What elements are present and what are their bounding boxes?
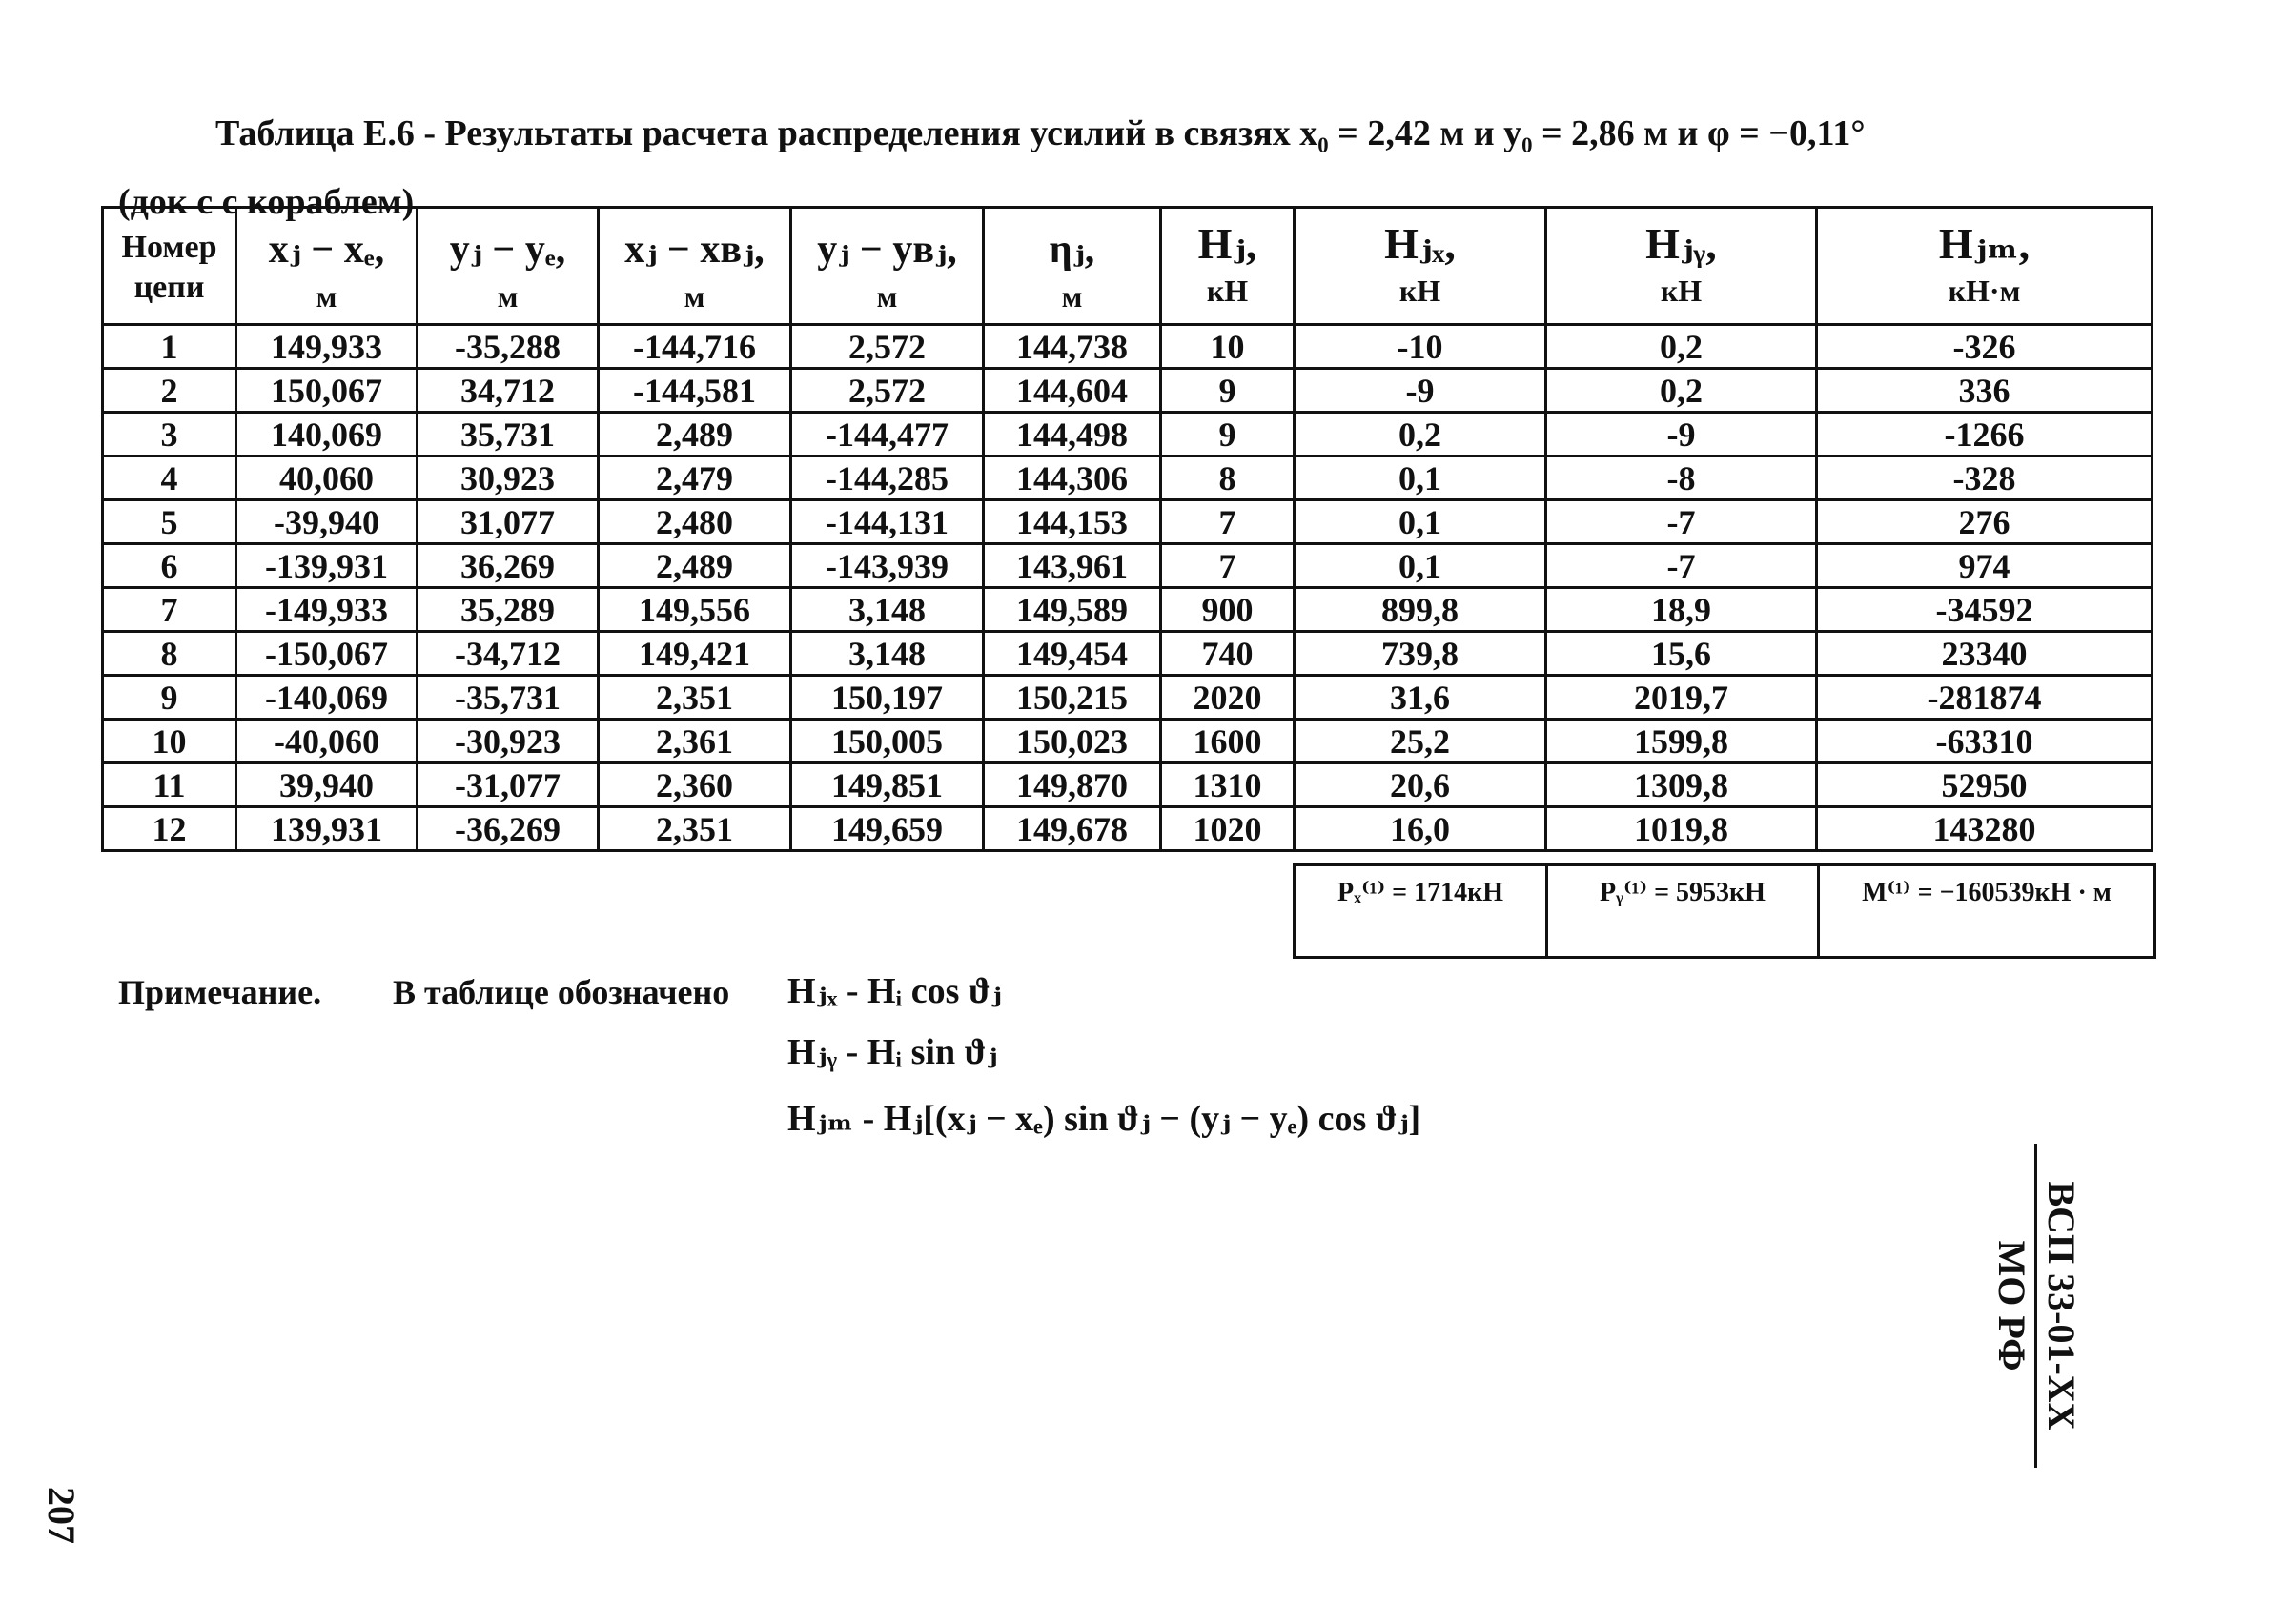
table-cell: 25,2 xyxy=(1295,720,1546,763)
table-cell: 34,712 xyxy=(418,369,599,413)
table-cell: 40,060 xyxy=(236,457,418,500)
table-cell: 900 xyxy=(1161,588,1295,632)
note-label: Примечание. xyxy=(118,973,322,1011)
table-cell: 149,421 xyxy=(599,632,791,676)
table-row xyxy=(103,457,2153,500)
table-cell: 149,851 xyxy=(791,763,984,807)
table-cell: 0,2 xyxy=(1295,413,1546,457)
table-row xyxy=(103,588,2153,632)
table-cell: 7 xyxy=(1161,544,1295,588)
total-py: Pᵧ⁽¹⁾ = 5953кН xyxy=(1547,865,1819,958)
table-cell: 3 xyxy=(103,413,236,457)
table-cell: 336 xyxy=(1817,369,2153,413)
table-cell: 39,940 xyxy=(236,763,418,807)
table-cell: 7 xyxy=(103,588,236,632)
stamp-org: МО РФ xyxy=(1990,1240,2033,1371)
table-row xyxy=(103,720,2153,763)
table-cell: -63310 xyxy=(1817,720,2153,763)
table-cell: -328 xyxy=(1817,457,2153,500)
table-cell: 1 xyxy=(103,325,236,369)
table-cell: -9 xyxy=(1295,369,1546,413)
table-cell: 31,077 xyxy=(418,500,599,544)
table-cell: 1020 xyxy=(1161,807,1295,851)
table-cell: -31,077 xyxy=(418,763,599,807)
table-row xyxy=(103,325,2153,369)
header-chain-number: Номер цепи xyxy=(103,208,236,325)
header-row xyxy=(103,208,2153,325)
table-cell: 2,489 xyxy=(599,544,791,588)
stamp-code: ВСП 33-01-ХХ xyxy=(2034,1144,2084,1468)
table-cell: -144,581 xyxy=(599,369,791,413)
table-cell: 149,678 xyxy=(984,807,1161,851)
table-cell: 149,556 xyxy=(599,588,791,632)
table-cell: 20,6 xyxy=(1295,763,1546,807)
table-cell: 2,479 xyxy=(599,457,791,500)
table-cell: 10 xyxy=(1161,325,1295,369)
totals-table xyxy=(1293,863,2156,959)
table-row xyxy=(103,369,2153,413)
table-cell: 974 xyxy=(1817,544,2153,588)
table-cell: 2,480 xyxy=(599,500,791,544)
table-cell: 144,604 xyxy=(984,369,1161,413)
table-cell: 143280 xyxy=(1817,807,2153,851)
table-cell: 3,148 xyxy=(791,632,984,676)
table-cell: 149,659 xyxy=(791,807,984,851)
table-cell: -35,288 xyxy=(418,325,599,369)
formula-hjm: Hⱼₘ - Hⱼ[(xⱼ − xₑ) sin ϑⱼ − (yⱼ − yₑ) cos ϑⱼ] xyxy=(787,1099,1421,1139)
table-cell: 5 xyxy=(103,500,236,544)
table-cell: 7 xyxy=(1161,500,1295,544)
header-hjy: Hⱼᵧ, кН xyxy=(1546,208,1817,325)
table-cell: -139,931 xyxy=(236,544,418,588)
table-cell: 150,023 xyxy=(984,720,1161,763)
table-cell: 31,6 xyxy=(1295,676,1546,720)
table-title: Таблица Е.6 - Результаты расчета распределения усилий в связях x₀ = 2,42 м и y₀ = 2,86 м и φ = −0,11° xyxy=(215,113,1866,153)
table-cell: -36,269 xyxy=(418,807,599,851)
table-cell: -39,940 xyxy=(236,500,418,544)
table-cell: 140,069 xyxy=(236,413,418,457)
table-cell: 52950 xyxy=(1817,763,2153,807)
formula-hjy: Hⱼᵧ - Hᵢ sin ϑⱼ xyxy=(787,1032,998,1072)
table-cell: 149,454 xyxy=(984,632,1161,676)
table-cell: 10 xyxy=(103,720,236,763)
table-cell: 8 xyxy=(103,632,236,676)
header-xj-xbj: xⱼ − xʙⱼ, м xyxy=(599,208,791,325)
table-cell: 9 xyxy=(1161,413,1295,457)
table-cell: 144,498 xyxy=(984,413,1161,457)
table-cell: 6 xyxy=(103,544,236,588)
table-cell: -150,067 xyxy=(236,632,418,676)
table-cell: 150,005 xyxy=(791,720,984,763)
total-px: Pₓ⁽¹⁾ = 1714кН xyxy=(1295,865,1547,958)
table-row xyxy=(103,500,2153,544)
table-cell: 1599,8 xyxy=(1546,720,1817,763)
table-cell: -30,923 xyxy=(418,720,599,763)
total-m: M⁽¹⁾ = −160539кН · м xyxy=(1819,865,2155,958)
table-cell: 18,9 xyxy=(1546,588,1817,632)
table-cell: 1309,8 xyxy=(1546,763,1817,807)
table-cell: -326 xyxy=(1817,325,2153,369)
table-cell: -144,131 xyxy=(791,500,984,544)
table-cell: 1310 xyxy=(1161,763,1295,807)
table-cell: 11 xyxy=(103,763,236,807)
table-row xyxy=(103,763,2153,807)
results-table xyxy=(101,206,2153,852)
table-cell: 1600 xyxy=(1161,720,1295,763)
table-cell: 2019,7 xyxy=(1546,676,1817,720)
table-cell: 4 xyxy=(103,457,236,500)
table-cell: 35,289 xyxy=(418,588,599,632)
table-cell: -144,716 xyxy=(599,325,791,369)
table-row xyxy=(103,676,2153,720)
document-stamp xyxy=(1971,1144,2084,1468)
table-cell: 149,933 xyxy=(236,325,418,369)
table-cell: -35,731 xyxy=(418,676,599,720)
table-cell: -9 xyxy=(1546,413,1817,457)
table-cell: 144,306 xyxy=(984,457,1161,500)
table-cell: -144,477 xyxy=(791,413,984,457)
table-row xyxy=(103,807,2153,851)
table-subtitle: (док с с кораблем) xyxy=(118,182,415,222)
table-cell: -10 xyxy=(1295,325,1546,369)
table-cell: 1019,8 xyxy=(1546,807,1817,851)
table-cell: 15,6 xyxy=(1546,632,1817,676)
table-cell: 23340 xyxy=(1817,632,2153,676)
table-row xyxy=(103,632,2153,676)
table-cell: 2 xyxy=(103,369,236,413)
note-text: В таблице обозначено xyxy=(393,973,730,1011)
table-cell: 0,1 xyxy=(1295,457,1546,500)
table-cell: 2,351 xyxy=(599,807,791,851)
table-cell: 30,923 xyxy=(418,457,599,500)
table-cell: 12 xyxy=(103,807,236,851)
table-cell: 3,148 xyxy=(791,588,984,632)
table-cell: -144,285 xyxy=(791,457,984,500)
table-cell: -7 xyxy=(1546,544,1817,588)
table-cell: 143,961 xyxy=(984,544,1161,588)
table-row xyxy=(103,544,2153,588)
table-cell: 739,8 xyxy=(1295,632,1546,676)
table-cell: 0,1 xyxy=(1295,544,1546,588)
table-cell: 2,361 xyxy=(599,720,791,763)
table-row xyxy=(103,413,2153,457)
table-cell: 740 xyxy=(1161,632,1295,676)
table-cell: 139,931 xyxy=(236,807,418,851)
table-cell: 150,215 xyxy=(984,676,1161,720)
table-cell: 144,153 xyxy=(984,500,1161,544)
table-cell: 149,589 xyxy=(984,588,1161,632)
table-cell: 0,2 xyxy=(1546,369,1817,413)
table-cell: -143,939 xyxy=(791,544,984,588)
table-cell: 2,572 xyxy=(791,325,984,369)
table-cell: 9 xyxy=(1161,369,1295,413)
table-cell: 9 xyxy=(103,676,236,720)
table-cell: -281874 xyxy=(1817,676,2153,720)
table-cell: -149,933 xyxy=(236,588,418,632)
header-hj: Hⱼ, кН xyxy=(1161,208,1295,325)
page-number: 207 xyxy=(40,1487,83,1544)
table-cell: -1266 xyxy=(1817,413,2153,457)
table-cell: 150,067 xyxy=(236,369,418,413)
table-cell: -34592 xyxy=(1817,588,2153,632)
table-cell: 16,0 xyxy=(1295,807,1546,851)
table-cell: 8 xyxy=(1161,457,1295,500)
table-cell: 2,489 xyxy=(599,413,791,457)
header-yj-yc: yⱼ − yₑ, м xyxy=(418,208,599,325)
header-eta-j: ηⱼ, м xyxy=(984,208,1161,325)
table-cell: 2,572 xyxy=(791,369,984,413)
table-cell: 144,738 xyxy=(984,325,1161,369)
table-cell: -40,060 xyxy=(236,720,418,763)
header-hjx: Hⱼₓ, кН xyxy=(1295,208,1546,325)
table-cell: -34,712 xyxy=(418,632,599,676)
table-cell: 150,197 xyxy=(791,676,984,720)
table-cell: 0,1 xyxy=(1295,500,1546,544)
header-xj-xc: xⱼ − xₑ, м xyxy=(236,208,418,325)
table-cell: 36,269 xyxy=(418,544,599,588)
header-yj-ybj: yⱼ − yʙⱼ, м xyxy=(791,208,984,325)
table-cell: 0,2 xyxy=(1546,325,1817,369)
table-cell: -7 xyxy=(1546,500,1817,544)
table-cell: 899,8 xyxy=(1295,588,1546,632)
table-cell: 2,360 xyxy=(599,763,791,807)
table-cell: -8 xyxy=(1546,457,1817,500)
table-cell: 2,351 xyxy=(599,676,791,720)
header-hjm: Hⱼₘ, кН·м xyxy=(1817,208,2153,325)
table-cell: 149,870 xyxy=(984,763,1161,807)
formula-hjx: Hⱼₓ - Hᵢ cos ϑⱼ xyxy=(787,971,1002,1011)
table-cell: 2020 xyxy=(1161,676,1295,720)
table-cell: -140,069 xyxy=(236,676,418,720)
table-cell: 35,731 xyxy=(418,413,599,457)
table-cell: 276 xyxy=(1817,500,2153,544)
